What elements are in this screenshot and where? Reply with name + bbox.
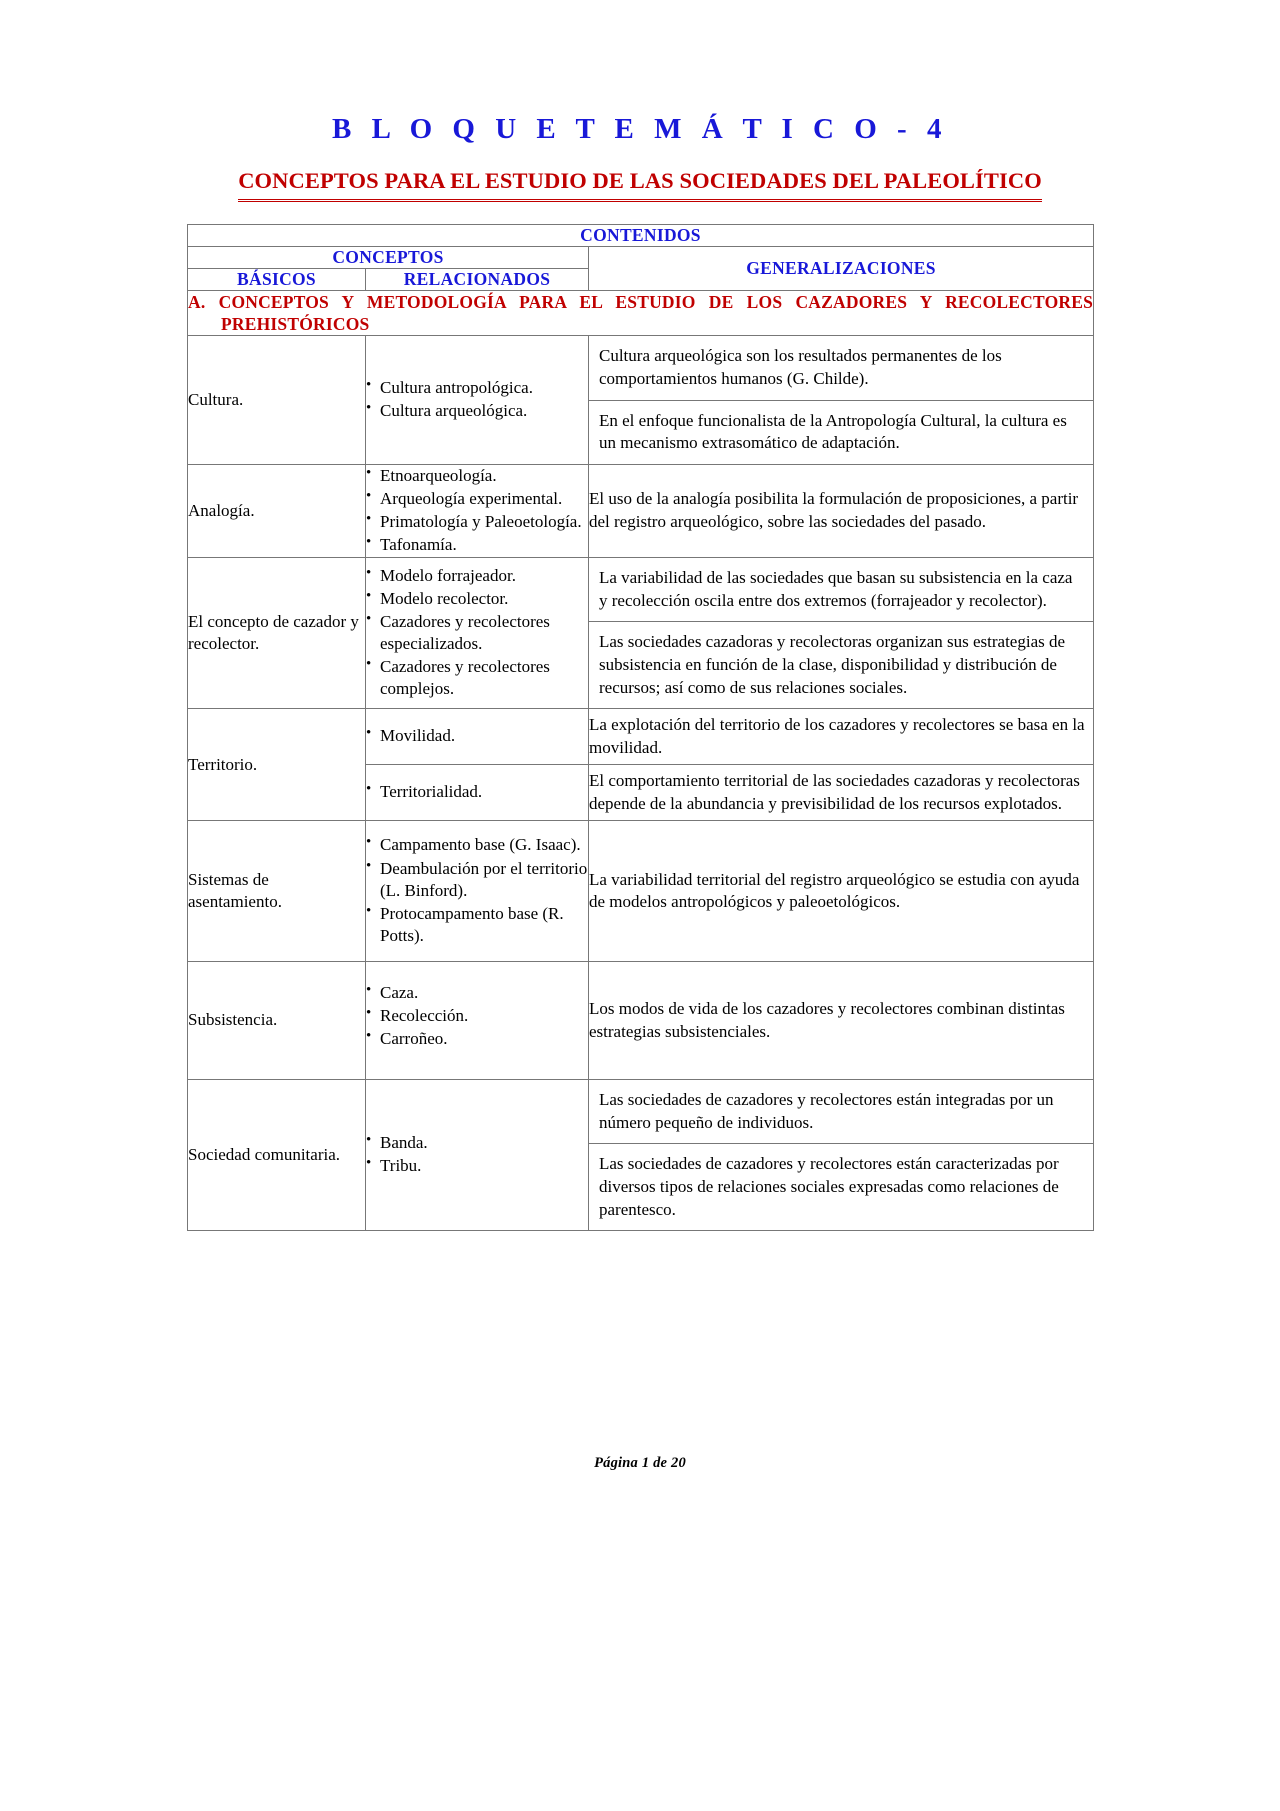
generalizacion-text: La explotación del territorio de los cazadores y recolectores se basa en la movilidad. [589,715,1085,757]
cell-conceptos-relacionados [366,464,589,557]
generalizacion-text: Las sociedades de cazadores y recolectores están caracterizadas por diversos tipos de relaciones sociales expresadas como relaciones de parentesco. [589,1144,1093,1230]
list-item: • Recolección. [366,1005,588,1027]
relacionados-list [366,377,588,422]
list-item: • Territorialidad. [366,781,588,803]
cell-generalizaciones [589,765,1094,821]
header-conceptos: CONCEPTOS [188,246,589,268]
list-item: • Movilidad. [366,725,588,747]
page-title: B L O Q U E T E M Á T I C O - 4 [332,113,948,145]
cell-conceptos-relacionados [366,336,589,464]
relacionados-list [366,781,588,803]
table-row [188,558,1094,709]
cell-conceptos-relacionados [366,765,589,821]
relacionados-list [366,565,588,701]
cell-generalizaciones [589,709,1094,765]
page-subtitle: CONCEPTOS PARA EL ESTUDIO DE LAS SOCIEDADES DEL PALEOLÍTICO [238,167,1042,202]
section-heading-text: A. CONCEPTOS Y METODOLOGÍA PARA EL ESTUDIO DE LOS CAZADORES Y RECOLECTORES PREHISTÓRICOS [188,291,1094,335]
cell-concepto-basico [188,336,366,464]
cell-conceptos-relacionados [366,558,589,709]
generalizacion-text: La variabilidad de las sociedades que basan su subsistencia en la caza y recolección oscila entre dos extremos (forrajeador y recolector). [599,568,1073,610]
generalizacion-text: Los modos de vida de los cazadores y recolectores combinan distintas estrategias subsistenciales. [589,998,1065,1041]
generalizaciones-subtable [589,336,1093,463]
cell-conceptos-relacionados [366,961,589,1079]
concepto-basico-label: Analogía. [188,500,255,520]
cell-concepto-basico [188,821,366,961]
table-row [188,961,1094,1079]
list-item: • Cultura antropológica. [366,377,588,399]
concepto-basico-label: Sistemas de asentamiento. [188,870,282,912]
generalizacion-row [589,400,1093,464]
list-item: • Carroñeo. [366,1028,588,1050]
list-item: • Primatología y Paleoetología. [366,511,588,533]
cell-concepto-basico [188,558,366,709]
generalizacion-text: Cultura arqueológica son los resultados permanentes de los comportamientos humanos (G. Childe). [599,346,1002,388]
cell-concepto-basico [188,1080,366,1231]
cell-conceptos-relacionados [366,709,589,765]
contenidos-table [187,224,1094,1231]
list-item: • Cazadores y recolectores complejos. [366,656,588,700]
subtitle-wrap [0,167,1280,202]
cell-generalizaciones [589,961,1094,1079]
relacionados-list [366,1132,588,1177]
generalizacion-text: La variabilidad territorial del registro arqueológico se estudia con ayuda de modelos antropológicos y paleoetológicos. [589,869,1080,912]
concepto-basico-label: Sociedad comunitaria. [188,1145,341,1165]
header-relacionados: RELACIONADOS [366,268,589,290]
page-footer: Página 1 de 20 [594,1455,686,1471]
generalizaciones-subtable [589,1080,1093,1230]
cell-generalizaciones [589,464,1094,557]
list-item: • Protocampamento base (R. Potts). [366,903,588,947]
cell-generalizaciones [589,336,1094,464]
header-generalizaciones: GENERALIZACIONES [589,246,1094,290]
list-item: • Tafonamía. [366,534,588,556]
contenidos-table-wrap [187,224,1093,1231]
generalizacion-text: En el enfoque funcionalista de la Antropología Cultural, la cultura es un mecanismo extrasomático de adaptación. [589,400,1093,464]
generalizacion-row [589,1144,1093,1230]
generalizacion-row [589,336,1093,400]
generalizaciones-subtable [589,558,1093,708]
list-item: • Cazadores y recolectores especializados. [366,611,588,655]
list-item: • Campamento base (G. Isaac). [366,834,588,856]
concepto-basico-label: Subsistencia. [188,1010,278,1030]
table-row [188,1080,1094,1231]
list-item: • Modelo recolector. [366,588,588,610]
generalizacion-text: El uso de la analogía posibilita la formulación de proposiciones, a partir del registro arqueológico, sobre las sociedades del pasado. [589,489,1079,531]
list-item: • Tribu. [366,1155,588,1177]
list-item: • Etnoarqueología. [366,465,588,487]
header-basicos: BÁSICOS [188,268,366,290]
table-header-row-contenidos [188,224,1094,246]
cell-conceptos-relacionados [366,821,589,961]
relacionados-list [366,834,588,946]
generalizacion-row [589,1080,1093,1144]
table-row [188,709,1094,765]
list-item: • Deambulación por el territorio (L. Binford). [366,858,588,902]
generalizacion-text: Las sociedades cazadoras y recolectoras organizan sus estrategias de subsistencia en función de la clase, disponibilidad y distribución de recursos; así como de sus relaciones sociales. [589,622,1093,708]
concepto-basico-label: Territorio. [188,754,258,774]
concepto-basico-label: El concepto de cazador y recolector. [188,612,359,654]
title-block [0,0,1280,202]
generalizacion-row [589,558,1093,622]
table-header-row-conceptos [188,246,1094,268]
list-item: • Cultura arqueológica. [366,400,588,422]
cell-concepto-basico [188,961,366,1079]
list-item: • Modelo forrajeador. [366,565,588,587]
generalizacion-text: Las sociedades de cazadores y recolectores están integradas por un número pequeño de individuos. [599,1090,1054,1132]
generalizacion-text: El comportamiento territorial de las sociedades cazadoras y recolectoras depende de la abundancia y previsibilidad de los recursos explotados. [589,771,1080,813]
generalizacion-row [589,622,1093,708]
list-item: • Caza. [366,982,588,1004]
cell-concepto-basico [188,709,366,821]
relacionados-list [366,465,588,556]
list-item: • Banda. [366,1132,588,1154]
cell-generalizaciones [589,1080,1094,1231]
table-row [188,336,1094,464]
section-heading-row [188,290,1094,335]
list-item: • Arqueología experimental. [366,488,588,510]
header-contenidos: CONTENIDOS [188,224,1094,246]
cell-generalizaciones [589,558,1094,709]
cell-conceptos-relacionados [366,1080,589,1231]
section-heading-cell [188,290,1094,335]
cell-concepto-basico [188,464,366,557]
table-row [188,464,1094,557]
relacionados-list [366,725,588,747]
table-row [188,821,1094,961]
relacionados-list [366,982,588,1050]
cell-generalizaciones [589,821,1094,961]
concepto-basico-label: Cultura. [188,390,244,410]
